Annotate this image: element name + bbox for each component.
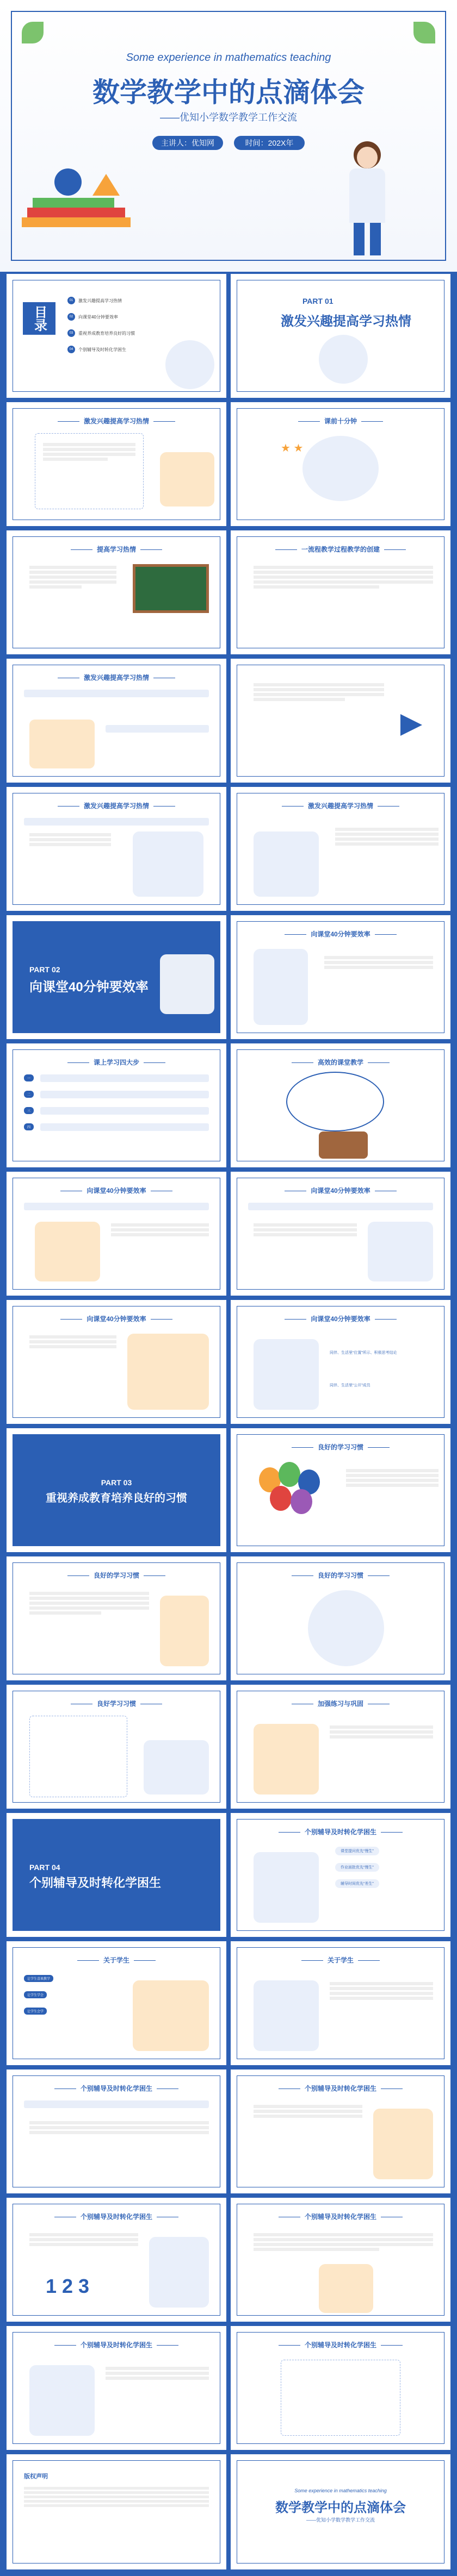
care2-heading: 关于学生 (237, 1955, 444, 1965)
step-3-bar (40, 1107, 209, 1115)
toc-label-2: 向课堂40分钟要效率 (78, 314, 118, 320)
part2-detail-slide (231, 915, 450, 1039)
copyright-title: 版权声明 (24, 2473, 48, 2480)
ten-min-illustration (302, 436, 379, 501)
forty-b-heading: 向课堂40分钟要效率 (13, 1186, 220, 1195)
counsel7-heading: 个别辅导及时转化学困生 (237, 2340, 444, 2349)
counsel5-text (254, 2231, 433, 2253)
counsel-frame (237, 1819, 444, 1931)
interest4-frame (237, 793, 444, 905)
step-4: 四 (24, 1123, 34, 1130)
forty-c-illustration (368, 1222, 433, 1281)
toc-item-4[interactable] (67, 346, 126, 353)
part2-title: 向课堂40分钟要效率 (29, 980, 149, 995)
habit3-frame (237, 1562, 444, 1674)
forty-d-illustration (127, 1334, 209, 1410)
forty-b-frame (13, 1178, 220, 1290)
habit3-slide (231, 1556, 450, 1680)
forty-c-frame (237, 1178, 444, 1290)
plane-text (254, 681, 384, 703)
habit2-frame (13, 1562, 220, 1674)
part3-tag: PART 03 (101, 1478, 132, 1487)
plane-frame (237, 665, 444, 777)
reinforce-heading: 加强练习与巩固 (237, 1699, 444, 1708)
habit4-illustration (144, 1740, 209, 1795)
counsel6-slide (7, 2326, 226, 2450)
ten-min-stars: ★ ★ (281, 442, 304, 454)
interest3-text (29, 831, 111, 848)
forty-b-bar (24, 1203, 209, 1210)
interest-frame (13, 408, 220, 520)
end-slide (231, 2454, 450, 2569)
end-title: 数学教学中的点滴体会 (275, 2500, 406, 2515)
cover-books-illustration (22, 163, 141, 245)
forty-c-heading: 向课堂40分钟要效率 (237, 1186, 444, 1195)
interest4-text (335, 826, 439, 847)
four-steps-frame (13, 1049, 220, 1161)
counsel-slide (231, 1813, 450, 1937)
habit4-heading: 良好学习习惯 (13, 1699, 220, 1708)
toc-illustration (165, 340, 214, 389)
counsel2-heading: 个别辅导及时转化学困生 (13, 2084, 220, 2093)
habit3-heading: 良好的学习习惯 (237, 1571, 444, 1580)
toc-label-3: 重视养成教育培养良好的习惯 (78, 330, 135, 336)
process2-heading: 激发兴趣提高学习热情 (13, 673, 220, 682)
counsel3-slide (231, 2069, 450, 2193)
part2-detail-frame (237, 921, 444, 1033)
step-2-bar (40, 1091, 209, 1098)
habit2-illustration (160, 1596, 209, 1666)
interest4-slide (231, 787, 450, 911)
toc-number-1: 01 (67, 297, 75, 304)
part2-detail-illustration (254, 949, 308, 1025)
cover-subtitle: ——优知小学数学教学工作交流 (160, 112, 297, 123)
interest3-bar (24, 818, 209, 826)
part3-title: 重视养成教育培养良好的习惯 (46, 1492, 187, 1504)
interest3-frame (13, 793, 220, 905)
counsel4-illustration (149, 2237, 209, 2308)
care2-frame (237, 1947, 444, 2059)
interest3-illustration (133, 831, 203, 897)
four-steps-slide (7, 1043, 226, 1167)
interest4-illustration (254, 831, 319, 897)
efficiency-frame (237, 1049, 444, 1161)
habit3-illustration (308, 1590, 384, 1666)
create-blackboard (133, 564, 209, 613)
reinforce-slide (231, 1685, 450, 1809)
forty-e-slide (231, 1300, 450, 1424)
part4-tag: PART 04 (29, 1863, 60, 1872)
toc-item-2[interactable] (67, 313, 118, 321)
forty-c-text (254, 1222, 357, 1238)
care-tag-3: 让学生会学 (24, 2008, 47, 2015)
interest-slide (7, 402, 226, 526)
process-heading: 一流程教学过程教学的创建 (237, 545, 444, 554)
forty-d-slide (7, 1300, 226, 1424)
cover-teacher-illustration (337, 141, 397, 261)
process2-bar-2 (106, 725, 209, 733)
forty-e-frame (237, 1306, 444, 1418)
toc-number-2: 02 (67, 313, 75, 321)
forty-d-text (29, 1334, 116, 1350)
part1-tag: PART 01 (302, 297, 334, 305)
counsel3-illustration (373, 2109, 433, 2179)
plane-slide (231, 659, 450, 783)
part1-title: 激发兴趣提高学习热情 (281, 314, 411, 329)
toc-frame (13, 280, 220, 392)
care2-slide (231, 1941, 450, 2065)
process2-slide (7, 659, 226, 783)
end-subtitle: ——优知小学数学教学工作交流 (306, 2517, 375, 2523)
toc-label-4: 个别辅导及时转化学困生 (78, 347, 126, 352)
interest3-slide (7, 787, 226, 911)
forty-d-heading: 向课堂40分钟要效率 (13, 1314, 220, 1323)
forty-e-illustration (254, 1339, 319, 1410)
step-1-bar (40, 1074, 209, 1082)
counsel5-frame (237, 2204, 444, 2316)
care1-heading: 关于学生 (13, 1955, 220, 1965)
efficiency-illustration (319, 1131, 368, 1159)
forty-e-note-2: 同伴、生活里“公开”成员 (330, 1384, 370, 1387)
toc-label-1: 激发兴趣提高学习热情 (78, 298, 122, 303)
counsel2-bar (24, 2100, 209, 2108)
step-3: 三 (24, 1107, 34, 1114)
copyright-text (24, 2485, 209, 2509)
counsel-label-1: 课堂提问优先“慢生” (335, 1847, 379, 1855)
interest3-heading: 激发兴趣提高学习热情 (13, 801, 220, 810)
interest-illustration (160, 452, 214, 507)
copyright-slide (7, 2454, 226, 2569)
efficiency-bubble (286, 1072, 384, 1131)
counsel6-text (106, 2365, 209, 2381)
counsel3-heading: 个别辅导及时转化学困生 (237, 2084, 444, 2093)
process2-frame (13, 665, 220, 777)
part4-slide (7, 1813, 226, 1937)
paper-plane-icon (400, 714, 422, 736)
counsel6-illustration (29, 2365, 95, 2436)
counsel4-heading: 个别辅导及时转化学困生 (13, 2212, 220, 2221)
habit4-card (29, 1716, 127, 1797)
toc-number-3: 03 (67, 329, 75, 337)
care-tag-2: 让学生学会 (24, 1991, 47, 1998)
part4-frame (13, 1819, 220, 1931)
cover-slide (0, 0, 457, 272)
efficiency-slide (231, 1043, 450, 1167)
counsel4-slide (7, 2198, 226, 2322)
step-4-bar (40, 1123, 209, 1131)
end-english: Some experience in mathematics teaching (294, 2488, 387, 2493)
cover-plant (22, 22, 44, 43)
counsel7-frame (237, 2332, 444, 2444)
efficiency-heading: 高效的课堂教学 (237, 1058, 444, 1067)
counsel6-frame (13, 2332, 220, 2444)
forty-c-slide (231, 1172, 450, 1296)
create-text (29, 564, 116, 590)
part2-detail-text (324, 954, 433, 971)
interest-heading: 激发兴趣提高学习热情 (13, 416, 220, 426)
cover-speaker: 主讲人：优知网 (152, 136, 223, 150)
part1-illustration (319, 335, 368, 384)
part1-frame (237, 280, 444, 392)
counsel5-illustration (319, 2264, 373, 2313)
habit2-heading: 良好的学习习惯 (13, 1571, 220, 1580)
toc-number-4: 04 (67, 346, 75, 353)
part3-slide (7, 1428, 226, 1552)
care2-illustration (254, 1980, 319, 2051)
forty-b-slide (7, 1172, 226, 1296)
habit4-frame (13, 1691, 220, 1803)
part4-title: 个别辅导及时转化学困生 (29, 1876, 162, 1890)
reinforce-frame (237, 1691, 444, 1803)
part2-tag: PART 02 (29, 965, 60, 974)
process-text (254, 564, 433, 590)
toc-item-3[interactable] (67, 329, 135, 337)
forty-d-frame (13, 1306, 220, 1418)
balloon-text (346, 1467, 439, 1489)
counsel6-heading: 个别辅导及时转化学困生 (13, 2340, 220, 2349)
forty-b-text (111, 1222, 209, 1238)
ten-min-heading: 课前十分钟 (237, 416, 444, 426)
reinforce-text (330, 1724, 433, 1740)
balloon-slide (231, 1428, 450, 1552)
cover-plant-2 (413, 22, 435, 43)
create-slide (7, 530, 226, 654)
part2-detail-heading: 向课堂40分钟要效率 (237, 929, 444, 939)
forty-b-illustration (35, 1222, 100, 1281)
counsel-heading: 个别辅导及时转化学困生 (237, 1827, 444, 1836)
part1-slide (231, 274, 450, 398)
care1-frame (13, 1947, 220, 2059)
forty-c-bar (248, 1203, 433, 1210)
part2-illustration (160, 954, 214, 1014)
toc-title: 目录 (23, 302, 55, 335)
counsel4-numbers: 1 2 3 (46, 2275, 90, 2297)
counsel5-slide (231, 2198, 450, 2322)
counsel2-frame (13, 2075, 220, 2187)
cover-time: 时间：202X年 (234, 136, 305, 150)
step-2: 二 (24, 1091, 34, 1098)
process2-bar-1 (24, 690, 209, 697)
forty-e-note: 同伴、生活里“位置”所示、积极思考结论 (330, 1351, 397, 1355)
four-steps-heading: 课上学习四大步 (13, 1058, 220, 1067)
care-tag-1: 让学生喜欢教学 (24, 1975, 53, 1982)
ten-min-frame (237, 408, 444, 520)
ten-min-slide (231, 402, 450, 526)
counsel5-heading: 个别辅导及时转化学困生 (237, 2212, 444, 2221)
counsel3-frame (237, 2075, 444, 2187)
counsel-label-3: 辅导时间优先“差生” (335, 1879, 379, 1888)
process-slide (231, 530, 450, 654)
create-heading: 提高学习热情 (13, 545, 220, 554)
counsel4-text (29, 2231, 138, 2248)
counsel7-slide (231, 2326, 450, 2450)
counsel-label-2: 作业面批优先“慢生” (335, 1863, 379, 1872)
step-1: 一 (24, 1074, 34, 1081)
toc-slide (7, 274, 226, 398)
balloon-frame (237, 1434, 444, 1546)
counsel7-card (281, 2360, 400, 2436)
forty-e-heading: 向课堂40分钟要效率 (237, 1314, 444, 1323)
counsel2-text (29, 2119, 209, 2136)
create-frame (13, 536, 220, 648)
care1-illustration (133, 1980, 209, 2051)
process2-illustration (29, 720, 95, 768)
cover-english: Some experience in mathematics teaching (126, 52, 331, 64)
care2-text (330, 1980, 433, 2002)
counsel-illustration (254, 1852, 319, 1923)
counsel4-frame (13, 2204, 220, 2316)
part3-frame (13, 1434, 220, 1546)
counsel3-text (254, 2103, 362, 2119)
reinforce-illustration (254, 1724, 319, 1795)
toc-item-1[interactable] (67, 297, 122, 304)
counsel2-slide (7, 2069, 226, 2193)
balloon-cluster (259, 1462, 330, 1527)
part2-slide (7, 915, 226, 1039)
care1-slide (7, 1941, 226, 2065)
interest-text (43, 441, 135, 462)
habit4-slide (7, 1685, 226, 1809)
process-frame (237, 536, 444, 648)
cover-title: 数学教学中的点滴体会 (92, 77, 365, 108)
habit2-slide (7, 1556, 226, 1680)
end-frame (237, 2460, 444, 2564)
copyright-frame (13, 2460, 220, 2564)
balloon-heading: 良好的学习习惯 (237, 1442, 444, 1452)
part2-frame (13, 921, 220, 1033)
habit2-text (29, 1590, 149, 1616)
interest4-heading: 激发兴趣提高学习热情 (237, 801, 444, 810)
